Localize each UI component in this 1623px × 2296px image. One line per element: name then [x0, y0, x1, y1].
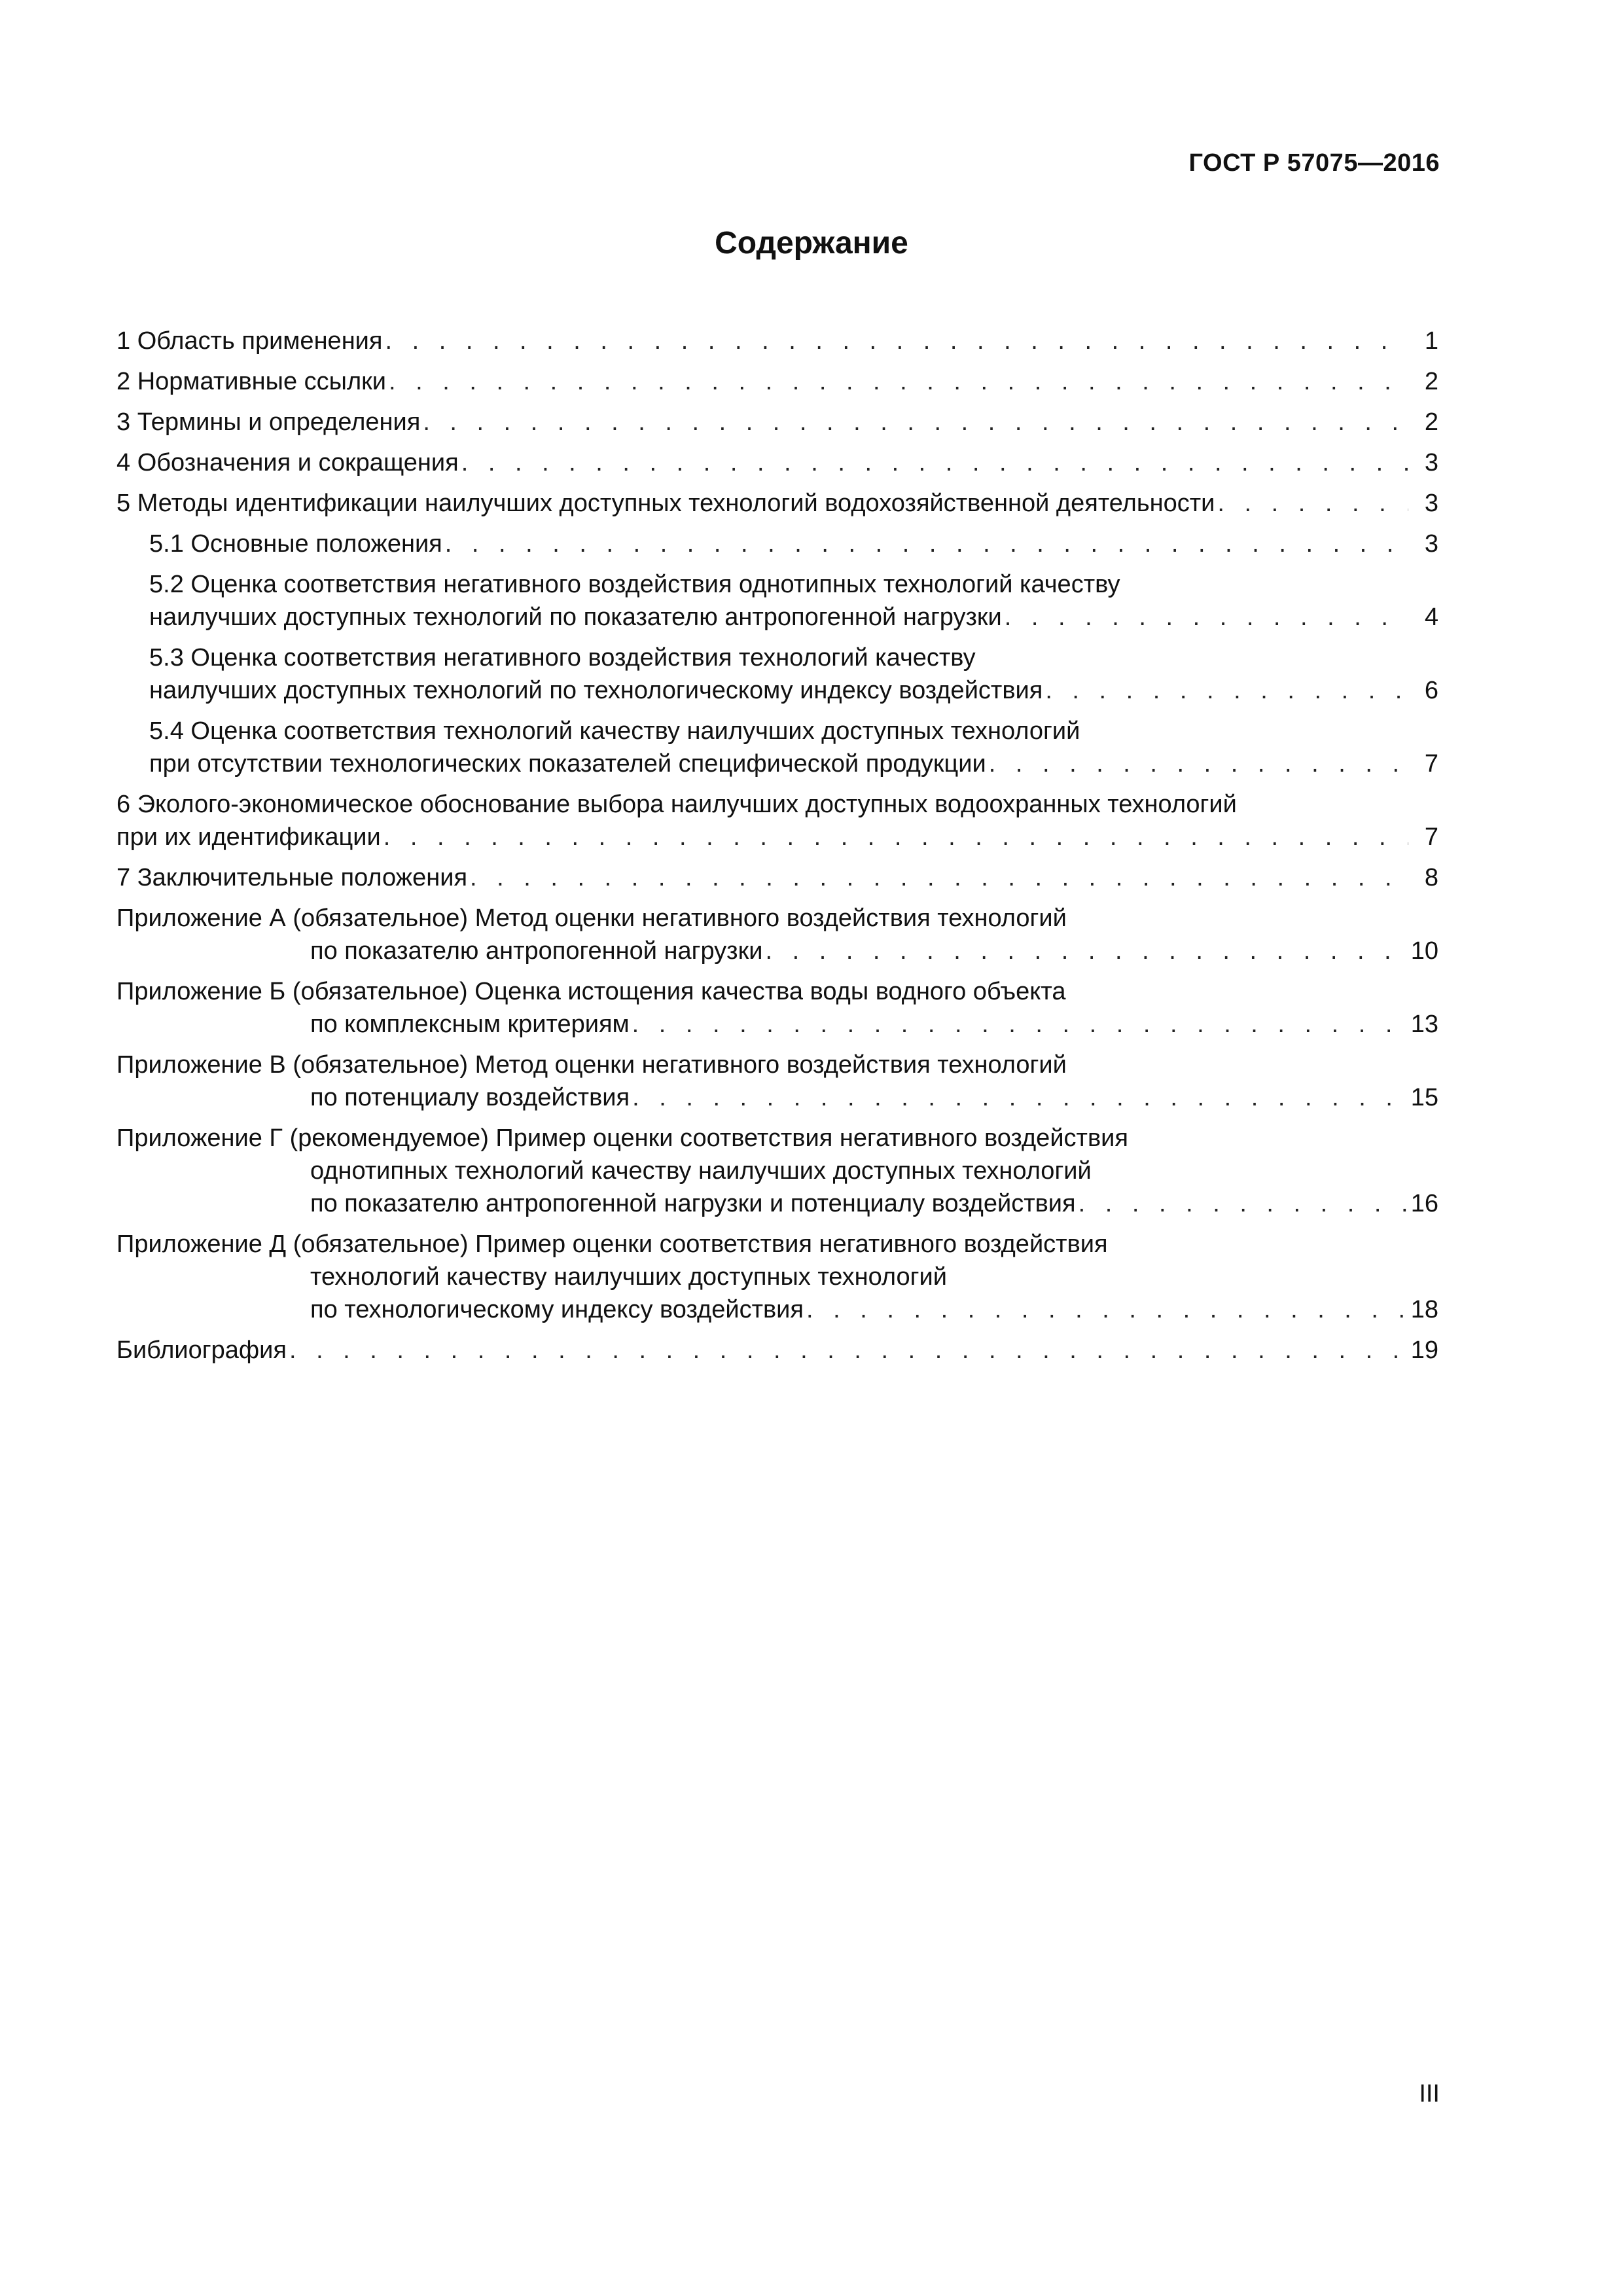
dot-leader — [765, 935, 1406, 967]
dot-leader — [1079, 1187, 1407, 1220]
dot-leader — [385, 325, 1408, 357]
toc-entry[interactable] — [116, 487, 1438, 520]
toc-entry-text: 6 Эколого-экономическое обоснование выбора наилучших доступных водоохранных технологий — [116, 791, 1237, 818]
toc-page-number: 19 — [1410, 1336, 1438, 1364]
dot-leader — [806, 1293, 1407, 1326]
dot-leader — [1217, 487, 1408, 520]
dot-leader — [445, 528, 1408, 560]
toc-entry-text: по потенциалу воздействия — [310, 1084, 630, 1111]
toc-page-number: 3 — [1424, 530, 1438, 558]
dot-leader — [461, 446, 1408, 479]
toc-entry-text: по технологическому индексу воздействия — [310, 1296, 804, 1323]
toc-entry[interactable] — [116, 325, 1438, 357]
dot-leader — [383, 821, 1408, 853]
page-number: III — [1419, 2080, 1440, 2108]
toc-entry-text: наилучших доступных технологий по показателю антропогенной нагрузки — [149, 603, 1002, 631]
toc-entry-text: 7 Заключительные положения — [116, 864, 468, 891]
toc-page-number: 15 — [1410, 1084, 1438, 1111]
toc-entry-text: 5.1 Основные положения — [149, 530, 442, 558]
toc-page-number: 2 — [1424, 408, 1438, 436]
dot-leader — [989, 747, 1408, 780]
toc-entry-text: Приложение Д (обязательное) Пример оценки соответствия негативного воздействия — [116, 1230, 1108, 1258]
dot-leader — [1045, 674, 1408, 707]
toc-entry-text: 4 Обозначения и сокращения — [116, 449, 459, 476]
toc-entry-text: Библиография — [116, 1336, 287, 1364]
toc-entry-text: 1 Область применения — [116, 327, 383, 355]
toc-entry[interactable] — [116, 1334, 1438, 1367]
toc-entry[interactable] — [116, 788, 1438, 853]
toc-entry-text: 5.2 Оценка соответствия негативного воздействия однотипных технологий качеству — [149, 571, 1120, 598]
dot-leader — [470, 861, 1408, 894]
toc-page-number: 2 — [1424, 368, 1438, 395]
toc-entry[interactable] — [116, 528, 1438, 560]
toc-entry-text: технологий качеству наилучших доступных технологий — [310, 1263, 947, 1291]
toc-page-number: 4 — [1424, 603, 1438, 631]
table-of-contents — [116, 325, 1438, 1374]
toc-entry-text: Приложение Г (рекомендуемое) Пример оценки соответствия негативного воздействия — [116, 1124, 1128, 1152]
toc-appendix-entry[interactable] — [116, 975, 1438, 1041]
toc-page-number: 1 — [1424, 327, 1438, 355]
toc-appendix-entry[interactable] — [116, 1049, 1438, 1114]
toc-page-number: 3 — [1424, 449, 1438, 476]
dot-leader — [389, 365, 1408, 398]
toc-entry-text: 5 Методы идентификации наилучших доступных технологий водохозяйственной деятельности — [116, 490, 1215, 517]
toc-page-number: 13 — [1410, 1011, 1438, 1038]
toc-page-number: 8 — [1424, 864, 1438, 891]
toc-page-number: 16 — [1410, 1190, 1438, 1217]
toc-entry-text: по показателю антропогенной нагрузки — [310, 937, 763, 965]
toc-entry-text: при их идентификации — [116, 823, 381, 851]
toc-entry-text: 3 Термины и определения — [116, 408, 421, 436]
toc-entry[interactable] — [116, 861, 1438, 894]
toc-entry-text: по комплексным критериям — [310, 1011, 630, 1038]
toc-entry[interactable] — [116, 715, 1438, 780]
toc-entry[interactable] — [116, 365, 1438, 398]
toc-entry-text: Приложение В (обязательное) Метод оценки негативного воздействия технологий — [116, 1051, 1067, 1079]
toc-entry-text: при отсутствии технологических показателей специфической продукции — [149, 750, 986, 778]
toc-entry-text: 5.3 Оценка соответствия негативного воздействия технологий качеству — [149, 644, 976, 672]
toc-title: Содержание — [715, 226, 908, 260]
toc-entry-text: Приложение Б (обязательное) Оценка истощения качества воды водного объекта — [116, 978, 1066, 1005]
dot-leader — [423, 406, 1408, 439]
document-code: ГОСТ Р 57075—2016 — [1188, 149, 1440, 177]
toc-appendix-entry[interactable] — [116, 1228, 1438, 1326]
dot-leader — [1005, 601, 1408, 634]
toc-appendix-entry[interactable] — [116, 902, 1438, 967]
toc-entry-text: Приложение А (обязательное) Метод оценки негативного воздействия технологий — [116, 905, 1067, 932]
toc-page-number: 18 — [1410, 1296, 1438, 1323]
toc-entry-text: по показателю антропогенной нагрузки и потенциалу воздействия — [310, 1190, 1076, 1217]
toc-entry[interactable] — [116, 406, 1438, 439]
toc-entry-text: однотипных технологий качеству наилучших доступных технологий — [310, 1157, 1092, 1185]
toc-appendix-entry[interactable] — [116, 1122, 1438, 1220]
toc-page-number: 3 — [1424, 490, 1438, 517]
toc-page-number: 6 — [1424, 677, 1438, 704]
toc-page-number: 7 — [1424, 750, 1438, 778]
dot-leader — [289, 1334, 1407, 1367]
dot-leader — [632, 1081, 1407, 1114]
toc-entry-text: наилучших доступных технологий по технологическому индексу воздействия — [149, 677, 1043, 704]
toc-page-number: 7 — [1424, 823, 1438, 851]
toc-page-number: 10 — [1410, 937, 1438, 965]
toc-entry-text: 2 Нормативные ссылки — [116, 368, 386, 395]
toc-entry[interactable] — [116, 641, 1438, 707]
toc-entry-text: 5.4 Оценка соответствия технологий качеству наилучших доступных технологий — [149, 717, 1080, 745]
dot-leader — [632, 1008, 1407, 1041]
toc-entry[interactable] — [116, 446, 1438, 479]
toc-entry[interactable] — [116, 568, 1438, 634]
